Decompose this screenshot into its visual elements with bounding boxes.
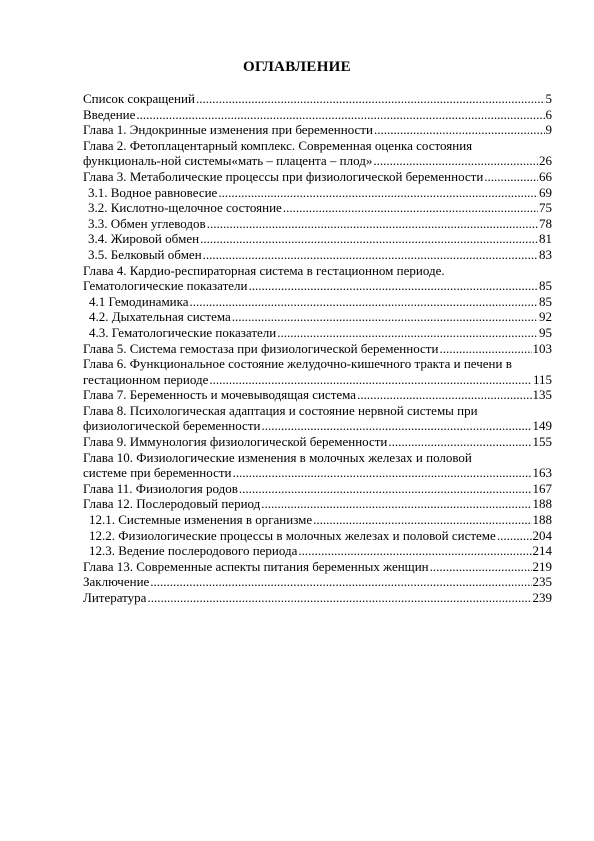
- toc-leader-dots: [239, 481, 532, 497]
- toc-subentry: [83, 247, 552, 263]
- toc-leader-dots: [200, 231, 538, 247]
- toc-entry-label: гестационном периоде: [83, 371, 209, 387]
- toc-entry: [83, 481, 552, 497]
- toc-page-number: 167: [532, 480, 552, 496]
- toc-leader-dots: [147, 590, 531, 606]
- toc-entry-label: 4.2. Дыхательная система: [89, 309, 231, 325]
- toc-entry-first-line: Глава 10. Физиологические изменения в молочных железах и половой: [83, 449, 472, 465]
- toc-entry: [83, 91, 552, 107]
- toc-page-number: 5: [545, 91, 552, 106]
- toc-leader-dots: [283, 200, 538, 216]
- toc-entry-label: Список сокращений: [83, 91, 195, 106]
- toc-entry-label: системе при беременности: [83, 465, 232, 481]
- toc-entry-label: 12.1. Системные изменения в организме: [89, 512, 313, 528]
- toc-leader-dots: [150, 574, 531, 590]
- toc-entry: [83, 496, 552, 512]
- toc-entry-label: 12.2. Физиологические процессы в молочных железах и половой системе: [89, 527, 496, 543]
- toc-page-number: 239: [532, 590, 552, 605]
- toc-subentry: [83, 200, 552, 216]
- toc-entry-label: 12.3. Ведение послеродового периода: [89, 543, 298, 559]
- toc-page-number: 92: [539, 309, 552, 325]
- toc-entry: [83, 559, 552, 575]
- toc-entry-label: Глава 1. Эндокринные изменения при беременности: [83, 122, 373, 138]
- toc-page-number: 83: [539, 246, 552, 262]
- toc-page-number: 135: [532, 387, 552, 403]
- toc-page-number: 103: [532, 340, 552, 356]
- toc-entry: [83, 169, 552, 185]
- toc-page-number: 81: [539, 231, 552, 247]
- toc-page-number: 66: [539, 168, 552, 184]
- toc-leader-dots: [209, 372, 532, 388]
- toc-entry-label: Глава 5. Система гемостаза при физиологической беременности: [83, 340, 439, 356]
- toc-entry-label: функциональ-ной системы«мать – плацента – плод»: [83, 153, 373, 169]
- toc-subentry: [83, 185, 552, 201]
- toc-subentry: [83, 294, 552, 310]
- toc-entry: [83, 278, 552, 294]
- toc-leader-dots: [388, 434, 531, 450]
- toc-entry: [83, 590, 552, 606]
- toc-entry-label: Глава 13. Современные аспекты питания беременных женщин: [83, 558, 429, 574]
- toc-entry: [83, 153, 552, 169]
- toc-subentry: [83, 231, 552, 247]
- toc-page-number: 219: [532, 558, 552, 574]
- toc-leader-dots: [190, 294, 538, 310]
- toc-entry: [83, 465, 552, 481]
- toc-page-number: 26: [539, 153, 552, 169]
- toc-page-number: 204: [532, 527, 552, 543]
- toc-leader-dots: [232, 309, 538, 325]
- toc-entry: [83, 418, 552, 434]
- toc-entry-label: Гематологические показатели: [83, 278, 248, 294]
- toc-entry: [83, 107, 552, 123]
- toc-page-number: 78: [539, 215, 552, 231]
- toc-leader-dots: [430, 559, 532, 575]
- toc-entry-label: 3.2. Кислотно-щелочное состояние: [88, 200, 282, 216]
- toc-subentry: [83, 309, 552, 325]
- toc-subentry: [83, 543, 552, 559]
- toc-entry-label: 3.3. Обмен углеводов: [88, 215, 206, 231]
- toc-entry-label: Глава 12. Послеродовый период: [83, 496, 261, 512]
- toc-entry-label: Глава 11. Физиология родов: [83, 480, 238, 496]
- toc-page-number: 188: [532, 496, 552, 512]
- toc-leader-dots: [249, 278, 539, 294]
- toc-leader-dots: [484, 169, 538, 185]
- toc-page-number: 155: [532, 434, 552, 450]
- toc-entry: [83, 434, 552, 450]
- toc-page-number: 95: [539, 324, 552, 340]
- toc-entry-label: 3.5. Белковый обмен: [88, 246, 202, 262]
- toc-entry-label: Глава 3. Метаболические процессы при физиологической беременности: [83, 168, 484, 184]
- toc-page-number: 85: [539, 278, 552, 294]
- toc-entry: [83, 574, 552, 590]
- toc-subentry: [83, 216, 552, 232]
- toc-entry-first-line: Глава 8. Психологическая адаптация и состояние нервной системы при: [83, 402, 478, 418]
- toc-leader-dots: [439, 341, 531, 357]
- toc-entry-first-line: Глава 2. Фетоплацентарный комплекс. Современная оценка состояния: [83, 137, 473, 153]
- toc-entry: [83, 122, 552, 138]
- toc-leader-dots: [298, 543, 531, 559]
- toc-entry-label: Глава 9. Иммунология физиологической беременности: [83, 434, 388, 450]
- toc-entry-label: физиологической беременности: [83, 418, 261, 434]
- toc-page-number: 235: [532, 574, 552, 590]
- toc-leader-dots: [196, 91, 545, 107]
- toc-leader-dots: [136, 107, 544, 123]
- toc-page-number: 85: [539, 293, 552, 309]
- toc-subentry: [83, 512, 552, 528]
- toc-entry-first-line: Глава 4. Кардио-респираторная система в гестационном периоде.: [83, 262, 445, 278]
- toc-entry-label: Глава 7. Беременность и мочевыводящая система: [83, 387, 357, 403]
- toc-leader-dots: [203, 247, 538, 263]
- toc-entry-label: 3.4. Жировой обмен: [88, 231, 200, 247]
- toc-entry-label: 4.1 Гемодинамика: [89, 293, 189, 309]
- toc-page-number: 6: [545, 106, 552, 122]
- toc-leader-dots: [261, 496, 531, 512]
- toc-page-number: 214: [532, 543, 552, 559]
- toc-leader-dots: [218, 185, 538, 201]
- toc-entry-first-line: Глава 6. Функциональное состояние желудочно-кишечного тракта и печени в: [83, 356, 512, 372]
- toc-entry-label: Заключение: [83, 574, 150, 590]
- toc-page-number: 69: [539, 184, 552, 200]
- toc-page-number: 75: [539, 200, 552, 216]
- toc-entry: [83, 387, 552, 403]
- toc-entry-label: Литература: [83, 590, 147, 605]
- toc-leader-dots: [261, 418, 531, 434]
- page-title: ОГЛАВЛЕНИЕ: [243, 59, 351, 75]
- toc-subentry: [83, 528, 552, 544]
- toc-entry-label: 3.1. Водное равновесие: [88, 184, 218, 200]
- toc-page-number: 188: [532, 512, 552, 528]
- toc-page-number: 9: [545, 122, 552, 138]
- toc-leader-dots: [374, 122, 545, 138]
- toc-leader-dots: [497, 528, 532, 544]
- toc-page-number: 149: [532, 418, 552, 434]
- table-of-contents: [83, 91, 552, 606]
- toc-leader-dots: [232, 465, 531, 481]
- toc-leader-dots: [313, 512, 531, 528]
- toc-leader-dots: [357, 387, 531, 403]
- toc-entry-label: 4.3. Гематологические показатели: [89, 324, 277, 340]
- toc-entry: [83, 372, 552, 388]
- toc-subentry: [83, 325, 552, 341]
- toc-page-number: 115: [532, 371, 552, 387]
- toc-leader-dots: [207, 216, 538, 232]
- toc-entry: [83, 341, 552, 357]
- toc-page-number: 163: [532, 465, 552, 481]
- toc-leader-dots: [277, 325, 538, 341]
- toc-entry-label: Введение: [83, 106, 136, 122]
- toc-leader-dots: [373, 153, 538, 169]
